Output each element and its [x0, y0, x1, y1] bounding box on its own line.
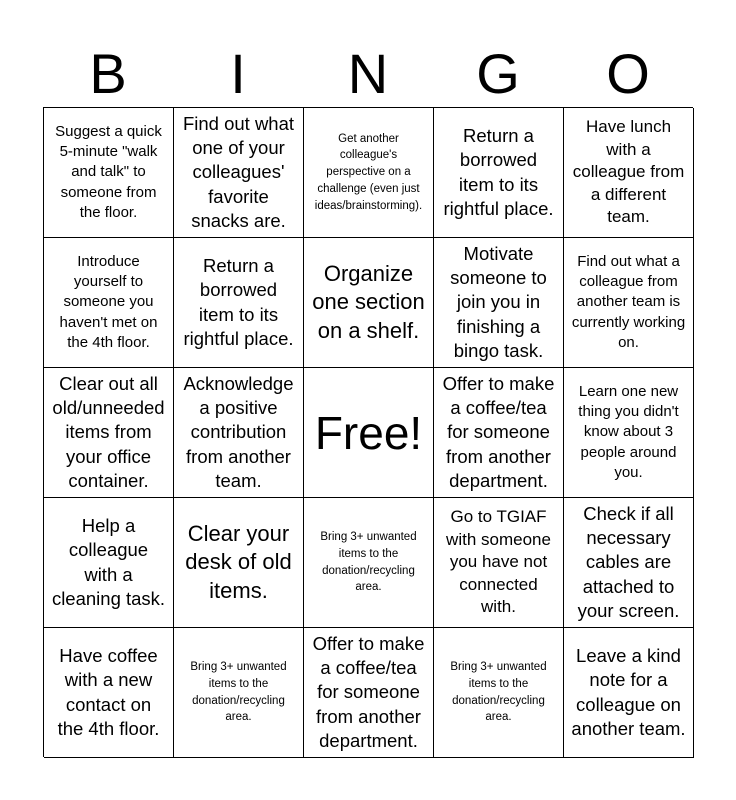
bingo-cell-r2-c1[interactable]: [44, 238, 174, 368]
bingo-cell-r2-c2[interactable]: [174, 238, 304, 368]
bingo-cell-r2-c3[interactable]: [304, 238, 434, 368]
bingo-cell-text: Return a borrowed item to its rightful place.: [443, 125, 554, 219]
bingo-cell-r1-c2[interactable]: [174, 108, 304, 238]
bingo-cell-text: Bring 3+ unwanted items to the donation/recycling area.: [320, 531, 417, 594]
bingo-cell-text: Go to TGIAF with someone you have not connected with.: [446, 507, 551, 617]
header-letter-g: G: [476, 42, 520, 105]
bingo-cell-text: Offer to make a coffee/tea for someone from another department.: [312, 633, 425, 751]
bingo-cell-text: Find out what a colleague from another team is currently working on.: [571, 252, 686, 352]
bingo-cell-text: Help a colleague with a cleaning task.: [51, 515, 166, 609]
bingo-cell-free[interactable]: [304, 368, 434, 498]
bingo-cell-text: Acknowledge a positive contribution from another team.: [183, 373, 294, 491]
header-letter-o: O: [606, 42, 650, 105]
bingo-cell-r3-c4[interactable]: [434, 368, 564, 498]
bingo-cell-text: Leave a kind note for a colleague on another team.: [571, 645, 686, 739]
bingo-cell-text: Motivate someone to join you in finishing a bingo task.: [450, 243, 547, 361]
header-letter-i: I: [230, 42, 246, 105]
bingo-cell-text: Suggest a quick 5-minute "walk and talk" to someone from the floor.: [55, 122, 162, 222]
bingo-cell-text: Clear out all old/unneeded items from your office container.: [52, 373, 165, 491]
bingo-cell-r3-c5[interactable]: [564, 368, 694, 498]
header-letter-n: N: [347, 42, 389, 105]
bingo-cell-r5-c4[interactable]: [434, 628, 564, 758]
bingo-cell-r2-c4[interactable]: [434, 238, 564, 368]
bingo-cell-r4-c4[interactable]: [434, 498, 564, 628]
bingo-cell-r4-c2[interactable]: [174, 498, 304, 628]
bingo-cell-text: Offer to make a coffee/tea for someone from another department.: [442, 373, 555, 491]
bingo-cell-r2-c5[interactable]: [564, 238, 694, 368]
bingo-cell-text: Learn one new thing you didn't know about 3 people around you.: [578, 382, 679, 482]
bingo-cell-r3-c1[interactable]: [44, 368, 174, 498]
bingo-cell-text: Find out what one of your colleagues' favorite snacks are.: [182, 113, 295, 231]
bingo-cell-text: Return a borrowed item to its rightful place.: [183, 255, 294, 349]
bingo-cell-r1-c1[interactable]: [44, 108, 174, 238]
bingo-cell-r5-c3[interactable]: [304, 628, 434, 758]
bingo-cell-r4-c5[interactable]: [564, 498, 694, 628]
bingo-cell-text: Introduce yourself to someone you haven't met on the 4th floor.: [59, 252, 158, 352]
bingo-grid: [43, 107, 693, 757]
bingo-header: [43, 40, 693, 108]
bingo-cell-text: Have coffee with a new contact on the 4th floor.: [57, 645, 160, 739]
bingo-cell-text: Clear your desk of old items.: [185, 520, 292, 603]
bingo-cell-r5-c1[interactable]: [44, 628, 174, 758]
bingo-cell-text: Free!: [314, 406, 423, 459]
bingo-cell-text: Have lunch with a colleague from a different team.: [572, 117, 685, 227]
bingo-cell-r1-c3[interactable]: [304, 108, 434, 238]
bingo-cell-r3-c2[interactable]: [174, 368, 304, 498]
bingo-cell-r4-c1[interactable]: [44, 498, 174, 628]
bingo-cell-text: Check if all necessary cables are attached to your screen.: [577, 503, 680, 621]
header-letter-b: B: [89, 42, 127, 105]
bingo-cell-text: Get another colleague's perspective on a challenge (even just ideas/brainstorming).: [314, 132, 423, 212]
bingo-cell-text: Bring 3+ unwanted items to the donation/recycling area.: [190, 661, 287, 724]
bingo-cell-r1-c5[interactable]: [564, 108, 694, 238]
bingo-cell-text: Organize one section on a shelf.: [312, 260, 425, 343]
bingo-cell-text: Bring 3+ unwanted items to the donation/recycling area.: [450, 661, 547, 724]
bingo-cell-r1-c4[interactable]: [434, 108, 564, 238]
bingo-cell-r5-c5[interactable]: [564, 628, 694, 758]
bingo-cell-r4-c3[interactable]: [304, 498, 434, 628]
bingo-cell-r5-c2[interactable]: [174, 628, 304, 758]
